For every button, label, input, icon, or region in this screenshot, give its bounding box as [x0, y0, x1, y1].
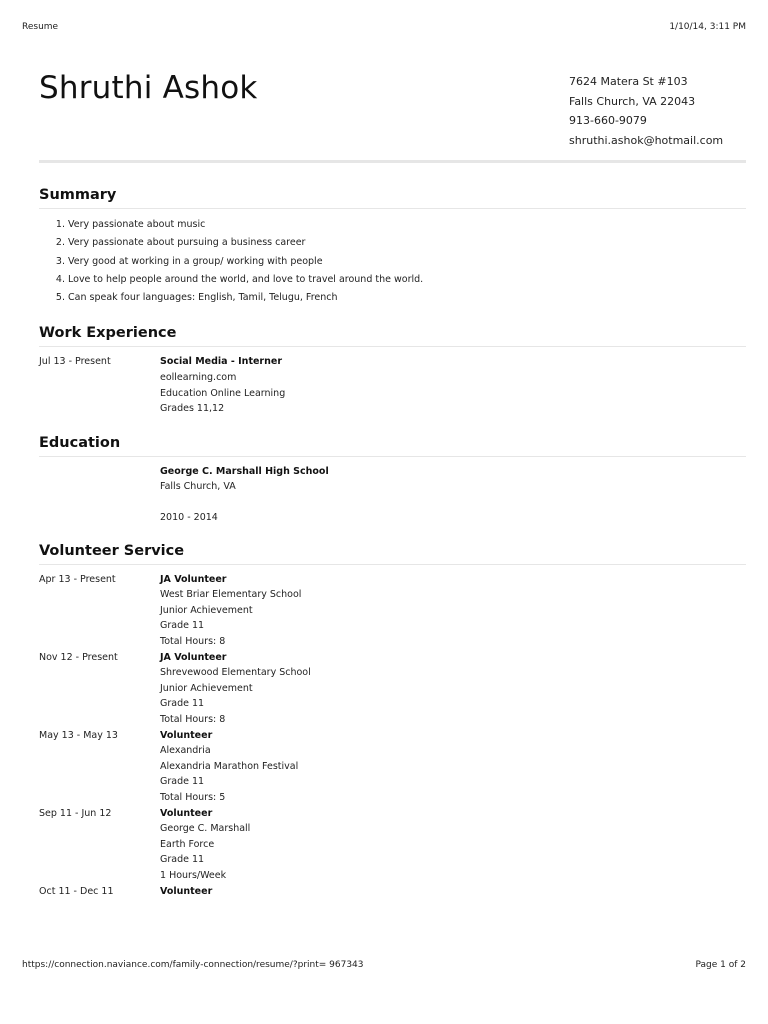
education-entry-years: 2010 - 2014: [160, 512, 218, 524]
work-title: Work Experience: [39, 325, 746, 347]
volunteer-entry-line: Shrevewood Elementary School: [160, 667, 311, 679]
print-header: [22, 22, 746, 36]
volunteer-entry-line: Grade 11: [160, 776, 205, 788]
print-footer-url[interactable]: https://connection.naviance.com/family-connection/resume/?print= 967343: [22, 960, 364, 970]
volunteer-entry-line: George C. Marshall: [160, 823, 251, 835]
resume-header: [39, 62, 746, 163]
work-entry-line: eollearning.com: [160, 372, 237, 384]
education-entry-spacer: [160, 495, 746, 510]
volunteer-entry: [39, 884, 746, 900]
volunteer-entry-title: Volunteer: [160, 729, 213, 741]
work-entry-date: Jul 13 - Present: [39, 356, 111, 368]
volunteer-entry-line: Total Hours: 8: [160, 636, 226, 648]
email-address: shruthi.ashok@hotmail.com: [569, 133, 724, 147]
resume-name: Shruthi Ashok: [39, 70, 258, 106]
address-line-1: 7624 Matera St #103: [569, 75, 688, 88]
volunteer-entry-title: JA Volunteer: [160, 651, 227, 663]
phone-number: 913-660-9079: [569, 114, 647, 127]
summary-item: 4. Love to help people around the world, and love to travel around the world.: [68, 271, 746, 289]
volunteer-entry: [39, 728, 746, 806]
volunteer-entry-body: [160, 884, 746, 900]
volunteer-entry-line: Junior Achievement: [160, 604, 253, 616]
volunteer-entry-title: JA Volunteer: [160, 573, 227, 585]
volunteer-entry-line: Total Hours: 5: [160, 791, 226, 803]
education-entry-title: George C. Marshall High School: [160, 465, 329, 477]
work-entry-body: [160, 354, 746, 416]
volunteer-title: Volunteer Service: [39, 543, 746, 565]
volunteer-entry: [39, 572, 746, 650]
volunteer-entry-title: Volunteer: [160, 885, 213, 897]
volunteer-entry-line: Grade 11: [160, 854, 205, 866]
volunteer-entry-line: Alexandria Marathon Festival: [160, 760, 299, 772]
volunteer-section: [39, 543, 746, 899]
resume-page: [39, 62, 746, 899]
volunteer-entry-line: Grade 11: [160, 620, 205, 632]
volunteer-entry-date: Apr 13 - Present: [39, 573, 116, 585]
volunteer-entry-date: Nov 12 - Present: [39, 651, 118, 663]
work-entries: [39, 354, 746, 416]
summary-section: [39, 187, 746, 307]
volunteer-entry-line: Total Hours: 8: [160, 713, 226, 725]
volunteer-entry: [39, 806, 746, 884]
work-entry-line: Education Online Learning: [160, 387, 286, 399]
volunteer-entries: [39, 572, 746, 899]
education-title: Education: [39, 435, 746, 457]
volunteer-entry-line: Junior Achievement: [160, 682, 253, 694]
contact-block: [569, 72, 723, 150]
education-entry: [39, 464, 746, 526]
summary-item: 3. Very good at working in a group/ working with people: [68, 253, 746, 271]
summary-list: [39, 216, 746, 307]
summary-item: 1. Very passionate about music: [68, 216, 746, 234]
volunteer-entry-body: [160, 806, 746, 884]
volunteer-entry-line: Earth Force: [160, 838, 215, 850]
volunteer-entry-body: [160, 728, 746, 806]
volunteer-entry-date: Oct 11 - Dec 11: [39, 885, 114, 897]
volunteer-entry-line: West Briar Elementary School: [160, 589, 302, 601]
education-section: [39, 435, 746, 526]
work-entry-line: Grades 11,12: [160, 403, 225, 415]
volunteer-entry-line: Grade 11: [160, 698, 205, 710]
education-entries: [39, 464, 746, 526]
volunteer-entry-body: [160, 650, 746, 728]
volunteer-entry: [39, 650, 746, 728]
summary-item: 5. Can speak four languages: English, Tamil, Telugu, French: [68, 289, 746, 307]
print-header-title: Resume: [22, 22, 59, 32]
print-footer: [22, 960, 746, 974]
summary-title: Summary: [39, 187, 746, 209]
volunteer-entry-date: Sep 11 - Jun 12: [39, 807, 112, 819]
work-entry: [39, 354, 746, 416]
education-entry-body: [160, 464, 746, 526]
education-entry-line: Falls Church, VA: [160, 481, 236, 493]
print-header-timestamp: 1/10/14, 3:11 PM: [669, 22, 746, 32]
volunteer-entry-line: Alexandria: [160, 745, 211, 757]
work-entry-title: Social Media - Interner: [160, 356, 283, 368]
work-section: [39, 325, 746, 416]
print-footer-page-number: Page 1 of 2: [695, 960, 746, 970]
summary-item: 2. Very passionate about pursuing a business career: [68, 234, 746, 252]
volunteer-entry-date: May 13 - May 13: [39, 729, 118, 741]
address-line-2: Falls Church, VA 22043: [569, 94, 696, 108]
volunteer-entry-body: [160, 572, 746, 650]
volunteer-entry-line: 1 Hours/Week: [160, 869, 227, 881]
volunteer-entry-title: Volunteer: [160, 807, 213, 819]
